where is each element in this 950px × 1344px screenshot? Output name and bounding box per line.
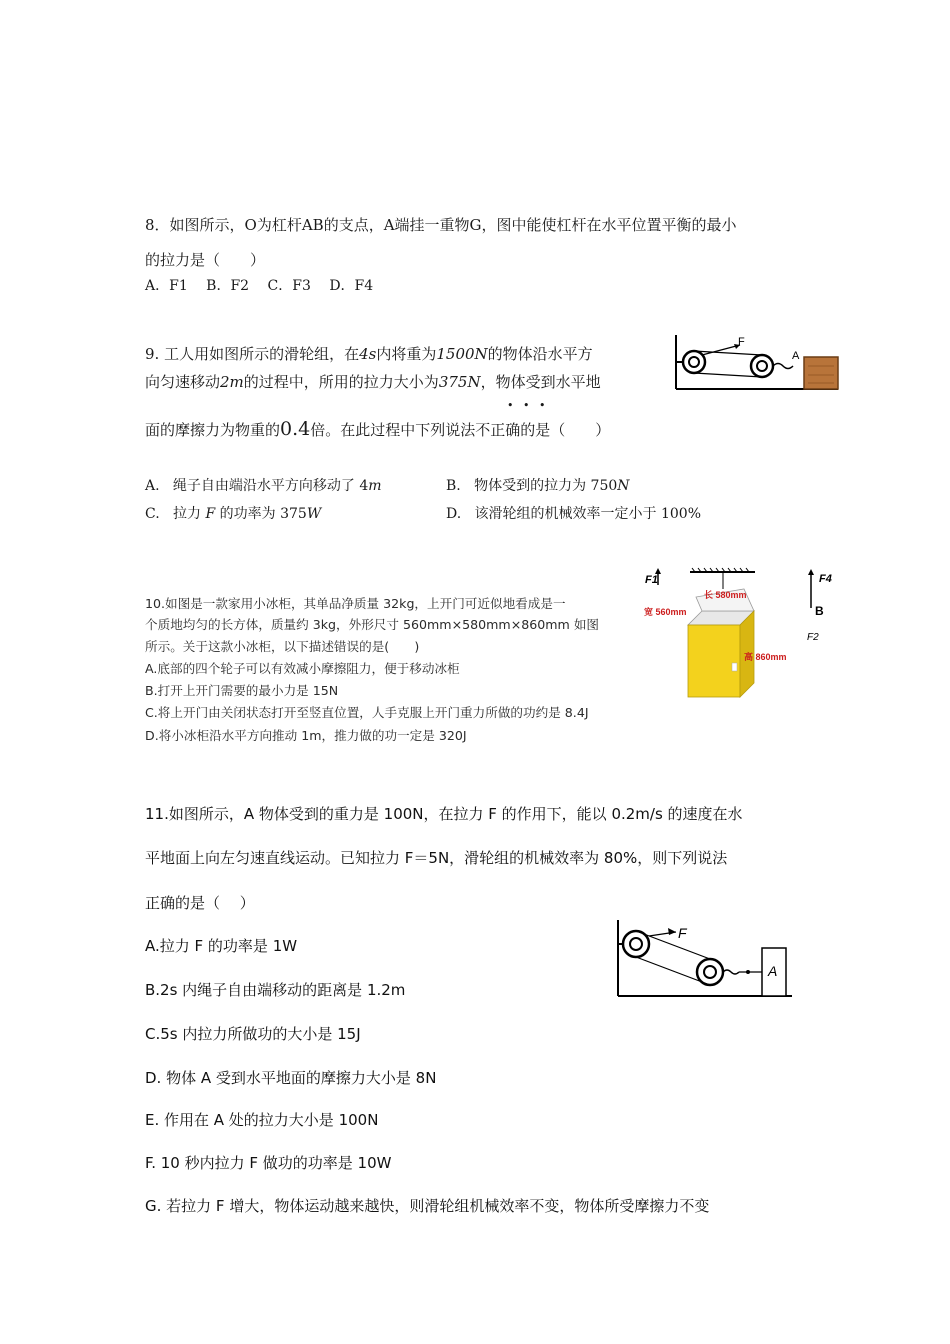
q10-label-width: 宽 560mm bbox=[644, 607, 687, 617]
q8-options: A．F1 B．F2 C．F3 D．F4 bbox=[145, 278, 374, 294]
q11-line2: 平地面上向左匀速直线运动。已知拉力 F＝5N，滑轮组的机械效率为 80%，则下列说法 bbox=[145, 849, 728, 867]
q11-pulley-figure bbox=[612, 918, 797, 1002]
q9-movable-pulley bbox=[751, 355, 773, 377]
q9-label-a: A bbox=[792, 350, 800, 362]
q10-line1: 10.如图是一款家用小冰柜，其单品净质量 32kg，上开门可近似地看成是一 bbox=[145, 596, 566, 611]
q9-line2: 向匀速移动2m的过程中，所用的拉力大小为375N，物体受到水平地 bbox=[145, 373, 601, 391]
q11-fixed-pulley bbox=[618, 931, 649, 957]
q10-line3: 所示。关于这款小冰柜，以下描述错误的是( ) bbox=[145, 639, 420, 654]
q8-line2: 的拉力是（ ） bbox=[145, 251, 266, 269]
q10-option-b: B.打开上开门需要的最小力是 15N bbox=[145, 683, 339, 698]
q8-line1: 8．如图所示，O为杠杆AB的支点，A端挂一重物G，图中能使杠杆在水平位置平衡的最小 bbox=[145, 216, 737, 234]
q10-label-b: B bbox=[815, 604, 824, 618]
q9-label-f: F bbox=[738, 336, 745, 348]
q11-option-b: B.2s 内绳子自由端移动的距离是 1.2m bbox=[145, 981, 406, 999]
q10-freezer-figure bbox=[640, 563, 840, 713]
q11-option-a: A.拉力 F 的功率是 1W bbox=[145, 937, 298, 955]
q11-label-f: F bbox=[678, 925, 687, 941]
q11-option-d: D. 物体 A 受到水平地面的摩擦力大小是 8N bbox=[145, 1069, 437, 1087]
q9-option-c: C. 拉力 F 的功率为 375W bbox=[145, 506, 322, 522]
q11-line1: 11.如图所示，A 物体受到的重力是 100N，在拉力 F 的作用下，能以 0.2m/s 的速度在水 bbox=[145, 805, 743, 823]
q10-option-c: C.将上开门由关闭状态打开至竖直位置，人手克服上开门重力所做的功约是 8.4J bbox=[145, 705, 589, 720]
q10-label-f1: F1 bbox=[645, 574, 658, 586]
q10-freezer-front bbox=[688, 625, 740, 697]
q9-option-b: B. 物体受到的拉力为 750N bbox=[446, 478, 630, 494]
q10-label-length: 长 580mm bbox=[704, 590, 747, 600]
q10-label-f4: F4 bbox=[819, 573, 832, 585]
q9-option-a: A. 绳子自由端沿水平方向移动了 4m bbox=[145, 478, 382, 494]
q11-label-a: A bbox=[768, 963, 778, 979]
q9-pulley-figure bbox=[672, 333, 842, 393]
q11-option-c: C.5s 内拉力所做功的大小是 15J bbox=[145, 1025, 361, 1043]
q9-emphasis-dots: • • • bbox=[507, 399, 549, 412]
q9-line3: 面的摩擦力为物重的0.4倍。在此过程中下列说法不正确的是（ ） bbox=[145, 418, 611, 440]
q10-label-height: 高 860mm bbox=[744, 652, 787, 662]
q10-line2: 个质地均匀的长方体，质量约 3kg，外形尺寸 560mm×580mm×860mm 如图 bbox=[145, 617, 600, 632]
q11-option-e: E. 作用在 A 处的拉力大小是 100N bbox=[145, 1111, 379, 1129]
q11-line3: 正确的是（ ） bbox=[145, 894, 255, 912]
q10-label-f2: F2 bbox=[807, 632, 819, 643]
q11-option-g: G. 若拉力 F 增大，物体运动越来越快，则滑轮组机械效率不变，物体所受摩擦力不变 bbox=[145, 1197, 710, 1215]
q9-block bbox=[804, 357, 838, 389]
q9-option-d: D. 该滑轮组的机械效率一定小于 100% bbox=[446, 506, 702, 522]
q9-line1: 9. 工人用如图所示的滑轮组，在4s内将重为1500N的物体沿水平方 bbox=[145, 345, 593, 363]
q11-option-f: F. 10 秒内拉力 F 做功的功率是 10W bbox=[145, 1154, 392, 1172]
q9-fixed-pulley bbox=[676, 351, 705, 373]
q10-option-d: D.将小冰柜沿水平方向推动 1m，推力做的功一定是 320J bbox=[145, 728, 467, 743]
q10-option-a: A.底部的四个轮子可以有效减小摩擦阻力，便于移动冰柜 bbox=[145, 661, 460, 676]
